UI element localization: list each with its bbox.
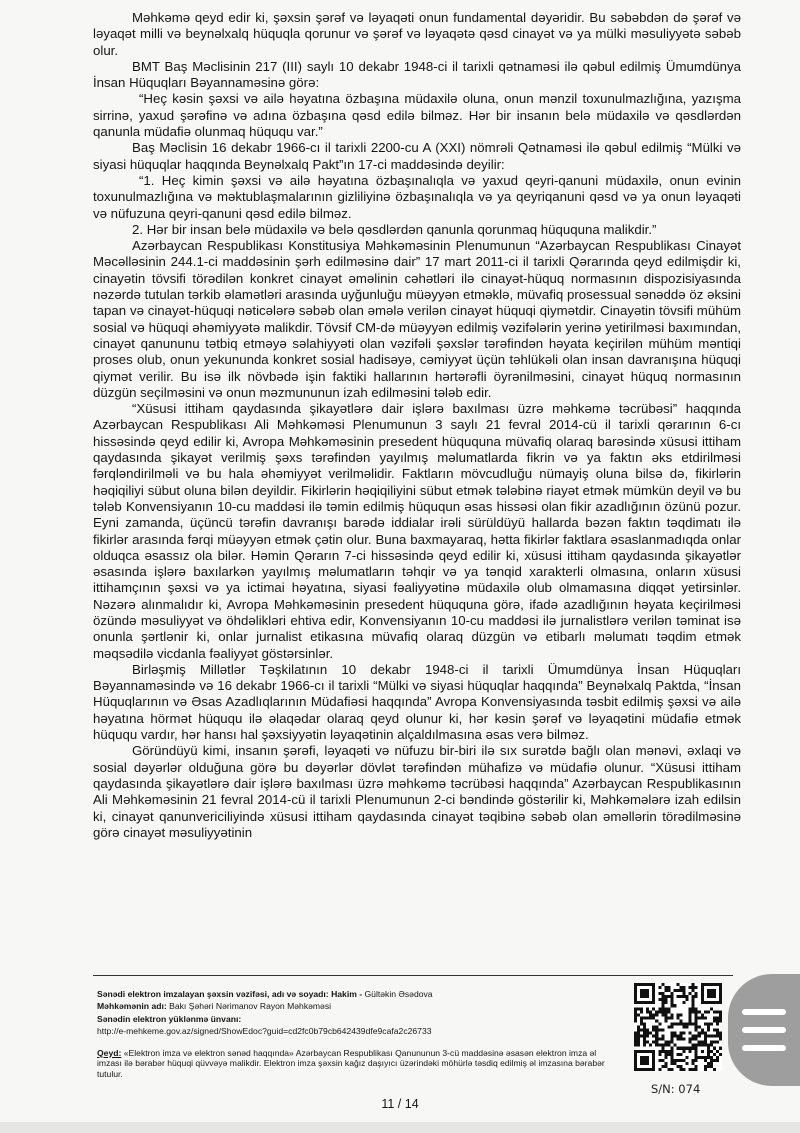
- notice-label: Qeyd:: [97, 1047, 122, 1058]
- document-body: [93, 10, 741, 841]
- document-url[interactable]: http://e-mehkeme.gov.az/signed/ShowEdoc?guid=cd2fc0b79cb642439dfe9cafa2c26733: [97, 1026, 432, 1037]
- paragraph-1: Məhkəmə qeyd edir ki, şəxsin şərəf və ləyaqəti onun fundamental dəyəridir. Bu səbəbdən də şərəf və ləyaqət milli və beynəlxalq hüquqla qorunur və şərəf və ləyaqətə qəsd cinayət və ya mülki məsuliyyətə səbəb olur.: [93, 10, 741, 58]
- signer-role: Hakim -: [331, 989, 363, 999]
- court-name: Bakı Şəhəri Nərimanov Rayon Məhkəməsi: [169, 1001, 332, 1012]
- bottom-edge: [0, 1122, 800, 1133]
- notice-text: «Elektron imza və elektron sənəd haqqında» Azərbaycan Respublikası Qanununun 3-cü maddəsinə əsasən elektron imza əl imzası ilə bərabər hüquqi qüvvəyə malikdir. Elektron imza şəxsin kağız daşıyıcı üzərindəki möhürlə təsdiq edilmiş əl imzasına bərabər tutulur.: [97, 1047, 605, 1080]
- url-label: Sənədin elektron yüklənmə ünvanı:: [97, 1013, 242, 1024]
- paragraph-4: Baş Məclisin 16 dekabr 1966-cı il tarixli 2200-cu A (XXI) nömrəli Qətnaməsi ilə qəbul edilmiş “Mülki və siyasi hüquqlar haqqında Beynəlxalq Pakt”ın 17-ci maddəsində deyilir:: [93, 140, 741, 172]
- court-label: Məhkəmənin adı:: [97, 1001, 167, 1012]
- signer-label: Sənədi elektron imzalayan şəxsin vəzifəsi, adı və soyadı:: [97, 989, 329, 999]
- qr-code-icon: [634, 983, 722, 1071]
- menu-button[interactable]: [728, 974, 800, 1086]
- paragraph-10: Göründüyü kimi, insanın şərəfi, ləyaqəti və nüfuzu bir-biri ilə sıx surətdə bağlı olan mənəvi, əxlaqi və sosial dəyərlər olduğuna görə bu dəyərlər dövlət tərəfindən mühafizə və müdafiə olunur. “Xüsusi ittiham qaydasında şikayətlərə dair işlərə baxılması üzrə məhkəmə təcrübəsi haqqında” Azərbaycan Respublikasının Ali Məhkəməsinin 21 fevral 2014-cü il tarixli Plenumunun 2-ci bəndində göstərilir ki, Məhkəmələrə izah edilsin ki, cinayət qanunvericiliyində xüsusi ittiham qaydasında cinayət təqibinə səbəb olan əməllərin törədilməsinə görə cinayət məsuliyyətinin: [93, 743, 741, 840]
- paragraph-6: 2. Hər bir insan belə müdaxilə və belə qəsdlərdən qanunla qorunmaq hüququna malikdir.”: [132, 221, 657, 237]
- paragraph-5-quote: “1. Heç kimin şəxsi və ailə həyatına özbaşınalıqla və yaxud qeyri-qanuni müdaxilə, onun evinin toxunulmazlığına və məktublaşmalarının gizliliyinə özbaşınalıqla və ya qeyriqanuni qəsd və ya onun ləyaqəti və nüfuzuna qeyri-qanuni qəsd edilə bilməz.: [93, 172, 741, 221]
- paragraph-3-quote: “Heç kəsin şəxsi və ailə həyatına özbaşına müdaxilə oluna, onun mənzil toxunulmazlığına, yazışma sirrinə, yaxud şərəfinə və adına özbaşına qəsd edilə bilməz. Hər bir insanın belə müdaxilə və qəsdlərdən qanunla müdafiə olunmaq hüququ var.”: [93, 91, 741, 140]
- page-number: 11 / 14: [381, 1097, 419, 1111]
- paragraph-9: Birləşmiş Millətlər Təşkilatının 10 dekabr 1948-ci il tarixli Ümumdünya İnsan Hüquqları Bəyannaməsində və 16 dekabr 1966-cı il tarixli “Mülki və siyasi hüquqlar haqqında” Beynəlxalq Paktda, “İnsan Hüquqlarının və Əsas Azadlıqlarının Müdafiəsi haqqında” Avropa Konvensiyasında təsbit edilmiş şəxsi və ailə həyatına hörmət hüququ ilə əlaqədar olaraq qeyd olunur ki, hər kəsin şərəf və ləyaqətini müdafiə etmək hüququ vardır, hər hansı hal şəxsiyyətin ləyaqətinin alçaldılmasına əsas verə bilməz.: [93, 661, 741, 743]
- legal-notice: [97, 1048, 607, 1080]
- serial-number: S/N: 074: [651, 1082, 701, 1096]
- paragraph-2: BMT Baş Məclisinin 217 (III) saylı 10 dekabr 1948-ci il tarixli qətnaməsi ilə qəbul edilmiş Ümumdünya İnsan Hüquqları Bəyannaməsinə görə:: [93, 58, 741, 91]
- signature-block: [97, 988, 617, 1080]
- footer-divider: [93, 975, 733, 976]
- paragraph-8: “Xüsusi ittiham qaydasında şikayətlərə dair işlərə baxılması üzrə məhkəmə təcrübəsi” haqqında Azərbaycan Respublikası Ali Məhkəməsi Plenumunun 3 saylı 21 fevral 2014-cü il tarixli qərarının 6-cı hissəsində qeyd edilir ki, Avropa Məhkəməsinin presedent hüququna müvafiq olaraq barəsində xüsusi ittiham qaydasında şikayət verilmiş şəxs tərəfindən yayılmış məlumatlarda fikrin və ya faktın əks etdirilməsi fərqləndirilməli və bu hala əhəmiyyət verilməlidir. Faktların mövcudluğu nümayiş oluna bilsə də, fikirlərin həqiqiliyi sübut oluna bilən deyildir. Fikirlərin həqiqiliyini sübut etmək tələbinə riayət etmək mümkün deyil və bu tələb Konvensiyanın 10-cu maddəsi ilə təmin edilmiş hüququn əsas hissəsi olan fikir azadlığının özünü pozur. Eyni zamanda, üçüncü tərəfin davranışı barədə iddialar irəli sürüldüyü hallarda bəzən faktın təqdimatı ilə fikirlər arasında fərqi müəyyən etmək çətin olur. Buna baxmayaraq, hətta fikirlər faktlara əsaslanmadıqda onlar olduqca əsassız ola bilər. Həmin Qərarın 7-ci hissəsində qeyd edilir ki, xüsusi ittiham qaydasında şikayətlər əsasında işlərə baxılarkən yayılmış məlumatların təhqir və ya tənqid xarakterli olmasına, onların xüsusi ittihamçının şəxsi və ya ictimai həyatına, siyasi fəaliyyətinə müdaxilə olub olmamasına diqqət yetirsinlər. Nəzərə alınmalıdır ki, Avropa Məhkəməsinin presedent hüququna görə, ifadə azadlığının həyata keçirilməsi özündə məsuliyyət və öhdəlikləri ehtiva edir, Konvensiyanın 10-cu maddəsi ilə jurnalistlərə verilən təminat isə onunla şərtlənir ki, onlar jurnalist etikasına müvafiq olaraq düzgün və etibarlı məlumatı təqdim etmək məqsədilə vicdanla fəaliyyət göstərsinlər.: [93, 401, 741, 661]
- paragraph-7: Azərbaycan Respublikası Konstitusiya Məhkəməsinin Plenumunun “Azərbaycan Respublikası Cinayət Məcəlləsinin 244.1-ci maddəsinin şərh edilməsinə dair” 17 mart 2011-ci il tarixli Qərarında qeyd edilmişdir ki, cinayətin tövsifi törədilən konkret cinayət əməlinin cəhətləri ilə cinayət-hüquq normasının dispozisiyasında nəzərdə tutulan tərkib əlamətləri arasında uyğunluğu müəyyən etməklə, müvafiq prosessual sənəddə öz əksini tapan və cinayət-hüquqi nəticələrə səbəb olan əmələ verilən cinayət hüquqi qiymətdir. Cinayətin tövsifi mühüm sosial və hüquqi əhəmiyyətə malikdir. Tövsif CM-də müəyyən edilmiş vəzifələrin yerinə yetirilməsi baxımından, cinayət qanununu tətbiq etməyə səlahiyyəti olan vəzifəli şəxslər tərəfindən həyata keçirilən mühüm məntiqi proses olub, onun yekununda konkret sosial hadisəyə, cəmiyyət üçün təhlükəli olan insan davranışına hüquqi qiymət verilir. Bu isə ilk növbədə işin faktiki hallarının hərtərəfli öyrənilməsini, cinayət hüquq normasının düzgün seçilməsini və onun məzmununun izah edilməsini tələb edir.: [93, 238, 741, 400]
- signer-name: Gültəkin Əsədova: [364, 989, 433, 999]
